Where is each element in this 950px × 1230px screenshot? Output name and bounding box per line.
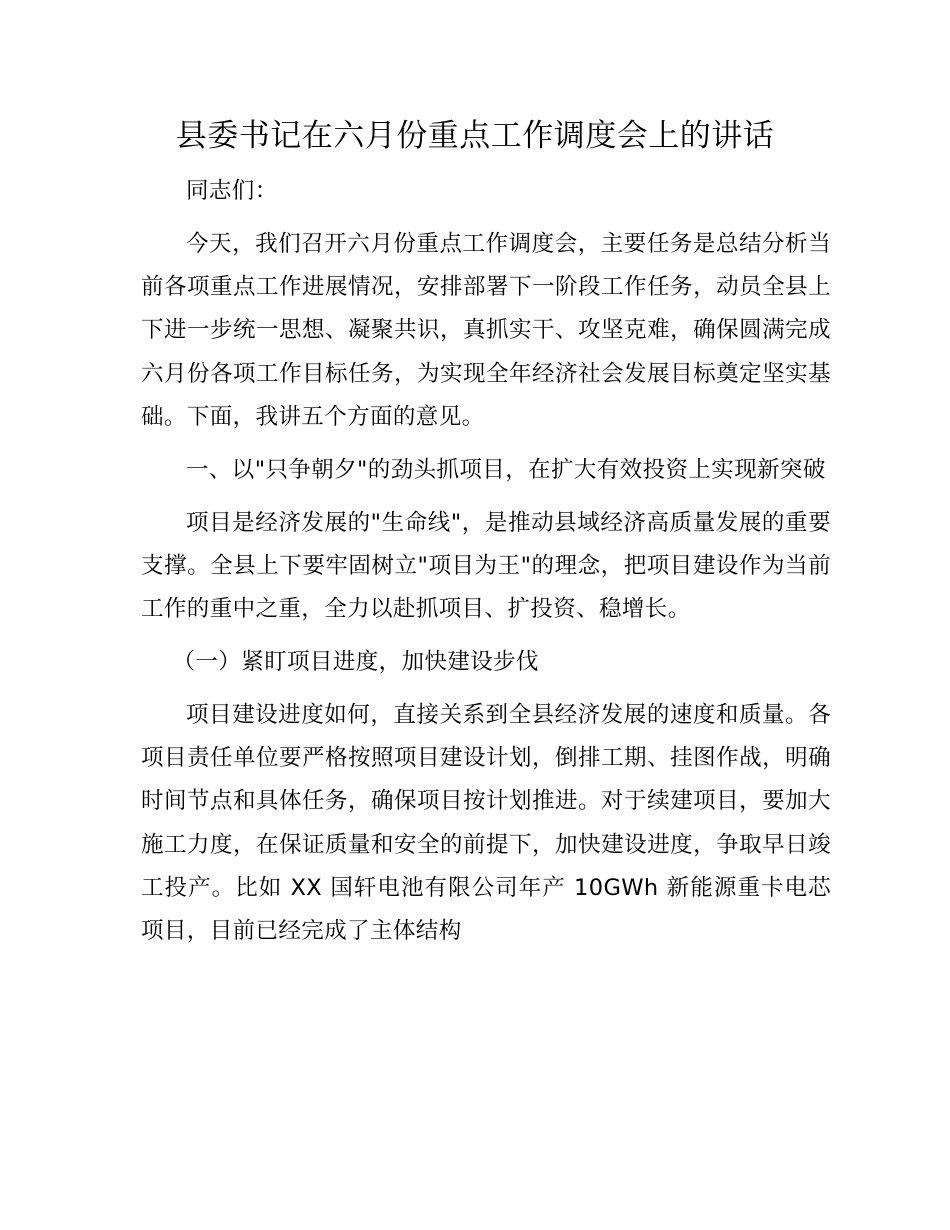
subsection-paragraph: 项目建设进度如何，直接关系到全县经济发展的速度和质量。各项目责任单位要严格按照项目建设计划，倒排工期、挂图作战，明确时间节点和具体任务，确保项目按计划推进。对于续建项目，要加大施工力度，在保证质量和安全的前提下，加快建设进度，争取早日竣工投产。比如 XX 国轩电池有限公司年产 10GWh 新能源重卡电芯项目，目前已经完成了主体结构 (141, 701, 831, 945)
section-paragraph: 项目是经济发展的"生命线"，是推动县域经济高质量发展的重要支撑。全县上下要牢固树立"项目为王"的理念，把项目建设作为当前工作的重中之重，全力以赴抓项目、扩投资、稳增长。 (141, 509, 831, 623)
document-body (141, 170, 831, 954)
subsection-heading: （一）紧盯项目进度，加快建设步伐 (172, 648, 539, 675)
intro-paragraph: 今天，我们召开六月份重点工作调度会，主要任务是总结分析当前各项重点工作进展情况，安排部署下一阶段工作任务，动员全县上下进一步统一思想、凝聚共识，真抓实干、攻坚克难，确保圆满完成六月份各项工作目标任务，为实现全年经济社会发展目标奠定坚实基础。下面，我讲五个方面的意见。 (141, 230, 831, 430)
salutation: 同志们： (186, 178, 278, 204)
document-title: 县委书记在六月份重点工作调度会上的讲话 (175, 118, 775, 154)
section-heading: 一、以"只争朝夕"的劲头抓项目，在扩大有效投资上实现新突破 (186, 456, 826, 483)
